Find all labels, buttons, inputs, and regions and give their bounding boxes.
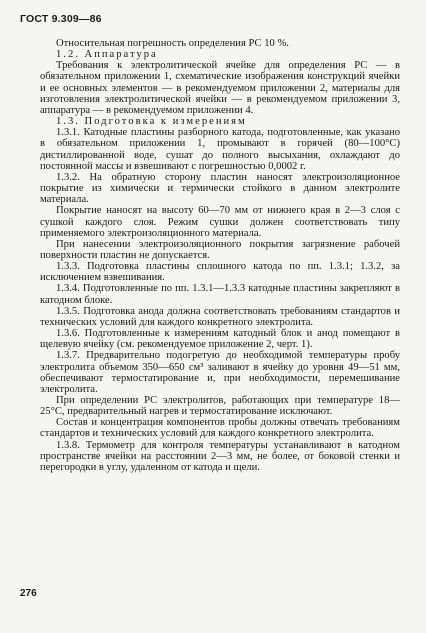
paragraph: Покрытие наносят на высоту 60—70 мм от нижнего края в 2—3 слоя с сушкой каждого слоя. Режим сушки должен соответствовать типу применяемого электроизоляционного материала.: [40, 205, 400, 239]
paragraph: Относительная погрешность определения РС 10 %.: [56, 38, 289, 49]
paragraph: 1.3.4. Подготовленные по пп. 1.3.1—1.3.3 катодные пластины закрепляют в катодном блоке.: [40, 283, 400, 306]
paragraph: 1.3.8. Термометр для контроля температуры устанавливают в катодном пространстве ячейки на расстоянии 2—3 мм, не более, от боковой стенки и перегородки в углу, удаленном от катода и щели.: [40, 439, 400, 473]
paragraph: 1.3.5. Подготовка анода должна соответствовать требованиям стандартов и технических условий для каждого конкретного электролита.: [40, 305, 400, 328]
body-text: [40, 38, 400, 473]
page-header: ГОСТ 9.309—86: [20, 13, 102, 25]
section-heading: 1.2. Аппаратура: [56, 49, 158, 61]
paragraph: 1.3.7. Предварительно подогретую до необходимой температуры пробу электролита объемом 350—650 см³ заливают в ячейку до уровня 49—51 мм, обеспечивают термостатирование и, при необходимости, перемешивание электролита.: [40, 350, 400, 395]
paragraph: При нанесении электроизоляционного покрытия загрязнение рабочей поверхности пластин не допускается.: [40, 238, 400, 261]
paragraph: 1.3.3. Подготовка пластины сплошного катода по пп. 1.3.1; 1.3.2, за исключением взвешивания.: [40, 261, 400, 284]
section-heading: 1.3. Подготовка к измерениям: [56, 116, 247, 128]
paragraph: Состав и концентрация компонентов пробы должны отвечать требованиям стандартов и технических условий для каждого конкретного электролита.: [40, 417, 400, 440]
paragraph: 1.3.6. Подготовленные к измерениям катодный блок и анод помещают в щелевую ячейку (см. рекомендуемое приложение 2, черт. 1).: [40, 328, 400, 351]
paragraph: Требования к электролитической ячейке для определения РС — в обязательном приложении 1, схематические изображения конструкций ячейки и ее основных элементов — в рекомендуемом приложении 2, материалы для изготовления электролитической ячейки — в рекомендуемом приложении 3, аппаратура — в рекомендуемом приложении 4.: [40, 60, 400, 116]
paragraph: 1.3.2. На обратную сторону пластин наносят электроизоляционное покрытие из химически и термически стойкого в данном электролите материала.: [40, 171, 400, 206]
paragraph: При определении РС электролитов, работающих при температуре 18—25°С, предварительный нагрев и термостатирование исключают.: [40, 395, 400, 418]
paragraph: 1.3.1. Катодные пластины разборного катода, подготовленные, как указано в обязательном приложении 1, промывают в горячей (80—100°С) дистиллированной воде, сушат до полного высыхания, охлаждают до постоянной массы и взвешивают с погрешностью 0,0002 г.: [40, 127, 400, 172]
page-number: 276: [20, 588, 37, 599]
